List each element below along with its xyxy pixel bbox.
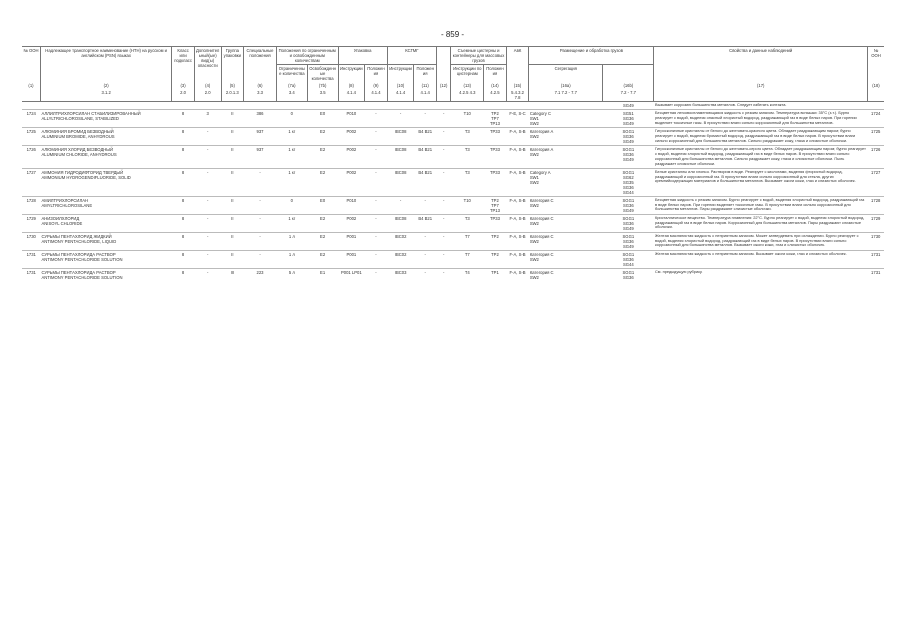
packing-group: II	[221, 232, 244, 250]
class: 8	[172, 128, 195, 146]
column-number: (12)	[437, 82, 451, 89]
column-reference: 2.0	[172, 89, 195, 102]
ibc-provision: -	[414, 196, 437, 214]
table-row	[22, 214, 884, 232]
packing-instruction: P002	[338, 214, 365, 232]
packing-group: II	[221, 196, 244, 214]
segregation: SGG1 SG36 SG44	[603, 250, 654, 268]
hdr-tank-instr: Инструкции по цистернам	[451, 65, 484, 83]
un-number: 1730	[22, 232, 40, 250]
tank-provision: TP33	[484, 214, 507, 232]
stowage: Категория C SW2	[529, 268, 603, 281]
tank-instruction: T7	[451, 250, 484, 268]
limited-quantity: 1 л	[276, 232, 307, 250]
ibc-instruction: -	[387, 110, 414, 128]
packing-group: II	[221, 128, 244, 146]
excepted-quantity: E2	[307, 250, 338, 268]
un-number: 1731	[22, 250, 40, 268]
column-number: (16a)	[529, 82, 603, 89]
column-reference: 4.1.4	[338, 89, 365, 102]
segregation: SGG1 SG36 SG49	[603, 232, 654, 250]
hdr-pack-group: Упаковка	[338, 47, 387, 65]
column-12: -	[437, 232, 451, 250]
hdr-tank-prov: Положения	[484, 65, 507, 83]
column-reference: 3.4	[276, 89, 307, 102]
stowage: Категория C SW2	[529, 232, 603, 250]
properties: Желтая маслянистая жидкость с неприятным запахом. Может затвердевать при охлаждении. Бурно реагирует с водой, выделяя хлористый водород, раздражающий газ в виде белых паров. В присутствии влаги сильно коррозионный для большинства металлов. Вызывает ожоги кожи, глаз и слизистых оболочек.	[654, 232, 867, 250]
ibc-provision: B4 B21	[414, 128, 437, 146]
limited-quantity: 1 кг	[276, 214, 307, 232]
hdr-segr: Сегрегация	[529, 65, 603, 83]
stowage: Категория C SW2	[529, 250, 603, 268]
column-number: (15)	[506, 82, 529, 89]
un-number-right: 1731	[867, 268, 884, 281]
tank-instruction: T3	[451, 168, 484, 196]
un-number: 1725	[22, 128, 40, 146]
packing-group: II	[221, 250, 244, 268]
class: 8	[172, 232, 195, 250]
packing-provision: -	[365, 268, 388, 281]
subsidiary-hazard: -	[194, 250, 221, 268]
column-number: (14)	[484, 82, 507, 89]
un-number-right: 1727	[867, 168, 884, 196]
column-number: (4)	[194, 82, 221, 89]
subsidiary-hazard: -	[194, 128, 221, 146]
column-number: (2)	[40, 82, 171, 89]
packing-provision: -	[365, 196, 388, 214]
segregation: SGG1 SG62 SG35 SG36 SG44	[603, 168, 654, 196]
column-number: (3)	[172, 82, 195, 89]
column-reference: 2.0.1.3	[221, 89, 244, 102]
ibc-provision: -	[414, 268, 437, 281]
tank-provision: TP2	[484, 232, 507, 250]
column-number: (7b)	[307, 82, 338, 89]
subsidiary-hazard: -	[194, 196, 221, 214]
column-reference: 3.3	[244, 89, 277, 102]
class: 8	[172, 146, 195, 169]
substance-name: АММОНИЯ ГИДРОДИФТОРИД ТВЕРДЫЙ AMMONIUM HYDROGENDIFLUORIDE, SOLID	[40, 168, 171, 196]
properties: Бесцветная легковоспламеняющаяся жидкость с резким запахом. Температура вспышки: 35°C (з.т.). Бурно реагирует с водой, выделяя опасный хлористый водород, раздражающий газ в виде белых паров. При горении выделяет токсичные газы. В присутствии влаги сильно коррозионный для большинства металлов.	[654, 110, 867, 128]
substance-name: СУРЬМЫ ПЕНТАХЛОРИД ЖИДКИЙ ANTIMONY PENTACHLORIDE, LIQUID	[40, 232, 171, 250]
hdr-props: Свойства и данные наблюдений	[654, 47, 867, 83]
hdr-lq: Ограниченные количества	[276, 65, 307, 83]
properties: Гигроскопичные кристаллы от белого до желтовато-серого цвета. Обладает раздражающим паром; бурно реагирует с водой, выделяя хлористый водород, раздражающий газ в виде белых паров. В присутствии влаги сильно коррозионный для большинства металлов. Сильно раздражает кожу, глаза и слизистые оболочки. Пыль раздражает слизистые оболочки.	[654, 146, 867, 169]
special-provisions: -	[244, 196, 277, 214]
segregation: SGG1 SG36 SG49	[603, 214, 654, 232]
column-reference: 5.4.3.2 7.8	[506, 89, 529, 102]
un-number-right: 1729	[867, 214, 884, 232]
continuation-segr: SG49	[622, 103, 634, 108]
column-reference: 3.1.2	[40, 89, 171, 102]
table-row	[22, 168, 884, 196]
un-number-right: 1726	[867, 146, 884, 169]
special-provisions: 386	[244, 110, 277, 128]
column-12: -	[437, 250, 451, 268]
hdr-pack-prov: Положения	[365, 65, 388, 83]
tank-provision: TP2 TP7 TP13	[484, 196, 507, 214]
tank-provision: TP2	[484, 250, 507, 268]
column-reference	[867, 89, 884, 102]
column-reference: 4.1.4	[387, 89, 414, 102]
packing-group: II	[221, 214, 244, 232]
column-reference: 3.5	[307, 89, 338, 102]
column-reference: 7.2 - 7.7	[603, 89, 654, 102]
segregation: SG51 SG36 SG49	[603, 110, 654, 128]
tank-provision: TP1	[484, 268, 507, 281]
table-row	[22, 128, 884, 146]
ibc-instruction: IBC08	[387, 168, 414, 196]
subsidiary-hazard: 3	[194, 110, 221, 128]
limited-quantity: 1 кг	[276, 168, 307, 196]
ems: F-A, S-B	[506, 128, 529, 146]
special-provisions: -	[244, 214, 277, 232]
page-number: - 859 -	[440, 30, 465, 39]
packing-provision: -	[365, 214, 388, 232]
ibc-instruction: IBC03	[387, 268, 414, 281]
column-reference: 2.0	[194, 89, 221, 102]
un-number: 1724	[22, 110, 40, 128]
tank-instruction: T7	[451, 232, 484, 250]
limited-quantity: 5 л	[276, 268, 307, 281]
column-12: -	[437, 214, 451, 232]
ems: F-A, S-B	[506, 196, 529, 214]
table-row	[22, 250, 884, 268]
tank-instruction: T3	[451, 146, 484, 169]
table-row	[22, 110, 884, 128]
ibc-provision: B4 B21	[414, 146, 437, 169]
excepted-quantity: E0	[307, 110, 338, 128]
class: 8	[172, 196, 195, 214]
special-provisions: 937	[244, 128, 277, 146]
segregation: SGG1 SG36 SG49	[603, 128, 654, 146]
limited-quantity: 1 л	[276, 250, 307, 268]
packing-instruction: P001	[338, 250, 365, 268]
substance-name: АМИЛТРИХЛОРСИЛАН AMYLTRICHLOROSILANE	[40, 196, 171, 214]
subsidiary-hazard: -	[194, 214, 221, 232]
ems: F-A, S-B	[506, 168, 529, 196]
excepted-quantity: E2	[307, 214, 338, 232]
ibc-instruction: IBC02	[387, 250, 414, 268]
tank-provision: TP2 TP7 TP13	[484, 110, 507, 128]
packing-instruction: P001 LP01	[338, 268, 365, 281]
hdr-un2: № ООН	[867, 47, 884, 83]
substance-name: АНИЗОИЛХЛОРИД ANISOYL CHLORIDE	[40, 214, 171, 232]
column-number: (10)	[387, 82, 414, 89]
class: 8	[172, 214, 195, 232]
hdr-class: Класс или подкласс	[172, 47, 195, 83]
properties: См. предыдущую рубрику.	[654, 268, 867, 281]
column-12: -	[437, 128, 451, 146]
hdr-ibc-prov: Положения	[414, 65, 437, 83]
packing-provision: -	[365, 250, 388, 268]
un-number-right: 1724	[867, 110, 884, 128]
column-number: (8)	[338, 82, 365, 89]
segregation: SGG1 SG36 SG49	[603, 196, 654, 214]
ems: F-A, S-B	[506, 232, 529, 250]
column-reference: 4.1.4	[414, 89, 437, 102]
ibc-instruction: IBC08	[387, 128, 414, 146]
packing-instruction: P001	[338, 232, 365, 250]
tank-provision: TP33	[484, 168, 507, 196]
continuation-props: Вызывает коррозию большинства металлов. Следует избегать контакта.	[654, 102, 787, 107]
hdr-pack-instr: Инструкции	[338, 65, 365, 83]
ibc-instruction: IBC08	[387, 146, 414, 169]
tank-instruction: T3	[451, 214, 484, 232]
column-reference	[437, 89, 451, 102]
un-number-right: 1725	[867, 128, 884, 146]
packing-group: II	[221, 110, 244, 128]
ems: F-A, S-B	[506, 214, 529, 232]
hdr-pg: Группа упаковки	[221, 47, 244, 83]
stowage: Категория A SW2	[529, 128, 603, 146]
packing-instruction: P010	[338, 196, 365, 214]
class: 8	[172, 268, 195, 281]
table-row	[22, 146, 884, 169]
table-row	[22, 196, 884, 214]
stowage: Категория A SW2	[529, 146, 603, 169]
excepted-quantity: E2	[307, 168, 338, 196]
hdr-tank-group: Съемные цистерны и контейнеры для массовых грузов	[452, 48, 505, 63]
ibc-provision: -	[414, 232, 437, 250]
packing-instruction: P010	[338, 110, 365, 128]
column-reference: 4.2.5	[484, 89, 507, 102]
un-number-right: 1728	[867, 196, 884, 214]
excepted-quantity: E2	[307, 146, 338, 169]
column-number: (7a)	[276, 82, 307, 89]
properties: Бесцветная жидкость с резким запахом. Бурно реагирует с водой, выделяя хлористый водород, раздражающий газ в виде белых паров. При горении выделяет токсичные газы. В присутствии влаги сильно коррозионный для большинства металлов. Пары раздражают слизистые оболочки.	[654, 196, 867, 214]
special-provisions: 223	[244, 268, 277, 281]
packing-provision: -	[365, 146, 388, 169]
column-reference	[22, 89, 40, 102]
un-number: 1726	[22, 146, 40, 169]
column-12: -	[437, 268, 451, 281]
hdr-ibc-instr: Инструкции	[387, 65, 414, 83]
ems: F-A, S-B	[506, 146, 529, 169]
ibc-provision: B4 B21	[414, 214, 437, 232]
stowage: Category C SW1 SW2	[529, 110, 603, 128]
packing-instruction: P002	[338, 128, 365, 146]
hdr-name: Надлежащее транспортное наименование (НТН) на русском и английском (PSN) языках	[40, 47, 171, 83]
un-number-right: 1731	[867, 250, 884, 268]
tank-instruction: T4	[451, 268, 484, 281]
packing-group: III	[221, 268, 244, 281]
column-number: (11)	[414, 82, 437, 89]
excepted-quantity: E0	[307, 196, 338, 214]
tank-instruction: T3	[451, 128, 484, 146]
class: 8	[172, 110, 195, 128]
excepted-quantity: E2	[307, 128, 338, 146]
stowage: Категория C SW2	[529, 214, 603, 232]
excepted-quantity: E2	[307, 232, 338, 250]
table-row	[22, 268, 884, 281]
column-12: -	[437, 168, 451, 196]
column-12: -	[437, 110, 451, 128]
dangerous-goods-table	[22, 46, 884, 281]
packing-group: II	[221, 168, 244, 196]
subsidiary-hazard: -	[194, 232, 221, 250]
limited-quantity: 1 кг	[276, 128, 307, 146]
tank-instruction: T10	[451, 196, 484, 214]
packing-provision: -	[365, 110, 388, 128]
ems: F-E, S-C	[506, 110, 529, 128]
substance-name: АЛЮМИНИЯ БРОМИД БЕЗВОДНЫЙ ALUMINIUM BROMIDE, ANHYDROUS	[40, 128, 171, 146]
column-number: (16b)	[603, 82, 654, 89]
stowage: Category A SW1 SW2	[529, 168, 603, 196]
ibc-provision: -	[414, 250, 437, 268]
hdr-subsid: Дополнительный(ые) вид(ы) опасности	[194, 47, 221, 83]
tank-instruction: T10	[451, 110, 484, 128]
column-number: (1)	[28, 83, 34, 88]
substance-name: СУРЬМЫ ПЕНТАХЛОРИДА РАСТВОР ANTIMONY PENTACHLORIDE SOLUTION	[40, 268, 171, 281]
segregation: SGG1 SG36 SG49	[603, 146, 654, 169]
packing-provision: -	[365, 168, 388, 196]
table-row	[22, 232, 884, 250]
column-number: (18)	[867, 82, 884, 89]
ibc-provision: B4 B21	[414, 168, 437, 196]
ems: F-A, S-B	[506, 268, 529, 281]
special-provisions: -	[244, 232, 277, 250]
properties: Белые кристаллы или хлопья. Растворим в воде. Реагирует с кислотами, выделяя фтористый водород, раздражающий и коррозионный газ. В присутствии влаги сильно коррозионный для стекла, других кремнийсодержащих материалов и большинства металлов. Вызывает ожоги кожи, глаз и слизистых оболочек.	[654, 168, 867, 196]
segregation: SGG1 SG36	[603, 268, 654, 281]
un-number: 1727	[22, 168, 40, 196]
tank-provision: TP33	[484, 146, 507, 169]
hdr-ibc-group: КСГМГ	[387, 47, 436, 65]
un-number-right: 1730	[867, 232, 884, 250]
column-number: (5)	[221, 82, 244, 89]
class: 8	[172, 168, 195, 196]
hdr-ems: АвК	[506, 47, 529, 83]
packing-provision: -	[365, 128, 388, 146]
hdr-eq: Освобожденные количества	[307, 65, 338, 83]
column-reference: 4.1.4	[365, 89, 388, 102]
limited-quantity: 0	[276, 196, 307, 214]
un-number: 1728	[22, 196, 40, 214]
column-number: (9)	[365, 82, 388, 89]
packing-instruction: P002	[338, 146, 365, 169]
ibc-instruction: IBC08	[387, 214, 414, 232]
subsidiary-hazard: -	[194, 268, 221, 281]
limited-quantity: 0	[276, 110, 307, 128]
tank-provision: TP33	[484, 128, 507, 146]
column-reference	[654, 89, 867, 102]
substance-name: СУРЬМЫ ПЕНТАХЛОРИДА РАСТВОР ANTIMONY PENTACHLORIDE SOLUTION	[40, 250, 171, 268]
properties: Гигроскопичные кристаллы от белого до желтовато-красного цвета. Обладает раздражающим паром; бурно реагирует с водой, выделяя бромистый водород, раздражающий газ в виде белых паров. В присутствии влаги сильно коррозионный для большинства металлов. Сильно раздражает кожу, глаза и слизистые оболочки.	[654, 128, 867, 146]
special-provisions: -	[244, 168, 277, 196]
limited-quantity: 1 кг	[276, 146, 307, 169]
hdr-sp: Специальные положения	[244, 47, 277, 83]
column-number: (6)	[244, 82, 277, 89]
column-reference: 7.1 7.2 - 7.7	[529, 89, 603, 102]
properties: Кристаллическое вещество. Температура плавления: 22°C. Бурно реагирует с водой, выделяя хлористый водород, раздражающий газ в виде белых паров. Коррозионный для большинства металлов. Пары раздражают слизистые оболочки.	[654, 214, 867, 232]
ems: F-A, S-B	[506, 250, 529, 268]
substance-name: АЛЮМИНИЯ ХЛОРИД БЕЗВОДНЫЙ ALUMINIUM CHLORIDE, ANHYDROUS	[40, 146, 171, 169]
column-12: -	[437, 146, 451, 169]
hdr-un: № ООН	[23, 48, 39, 53]
hdr-lq-group: Положения по ограниченным и освобожденным количествам	[276, 47, 338, 65]
column-number: (13)	[451, 82, 484, 89]
subsidiary-hazard: -	[194, 168, 221, 196]
packing-instruction: P002	[338, 168, 365, 196]
class: 8	[172, 250, 195, 268]
ibc-instruction: -	[387, 196, 414, 214]
un-number: 1729	[22, 214, 40, 232]
un-number: 1731	[22, 268, 40, 281]
special-provisions: 937	[244, 146, 277, 169]
column-number: (17)	[654, 82, 867, 89]
ibc-provision: -	[414, 110, 437, 128]
stowage: Категория C SW2	[529, 196, 603, 214]
hdr-stow-group: Размещение и обработка грузов	[529, 47, 654, 65]
substance-name: АЛЛИЛТРИХЛОРСИЛАН СТАБИЛИЗИРОВАННЫЙ ALLYLTRICHLOROSILANE, STABILIZED	[40, 110, 171, 128]
column-reference: 4.2.5 4.3	[451, 89, 484, 102]
properties: Желтая маслянистая жидкость с неприятным запахом. Вызывает ожоги кожи, глаз и слизистых оболочек.	[654, 250, 867, 268]
packing-group: II	[221, 146, 244, 169]
ibc-instruction: IBC02	[387, 232, 414, 250]
column-12: -	[437, 196, 451, 214]
excepted-quantity: E1	[307, 268, 338, 281]
special-provisions: -	[244, 250, 277, 268]
packing-provision: -	[365, 232, 388, 250]
subsidiary-hazard: -	[194, 146, 221, 169]
